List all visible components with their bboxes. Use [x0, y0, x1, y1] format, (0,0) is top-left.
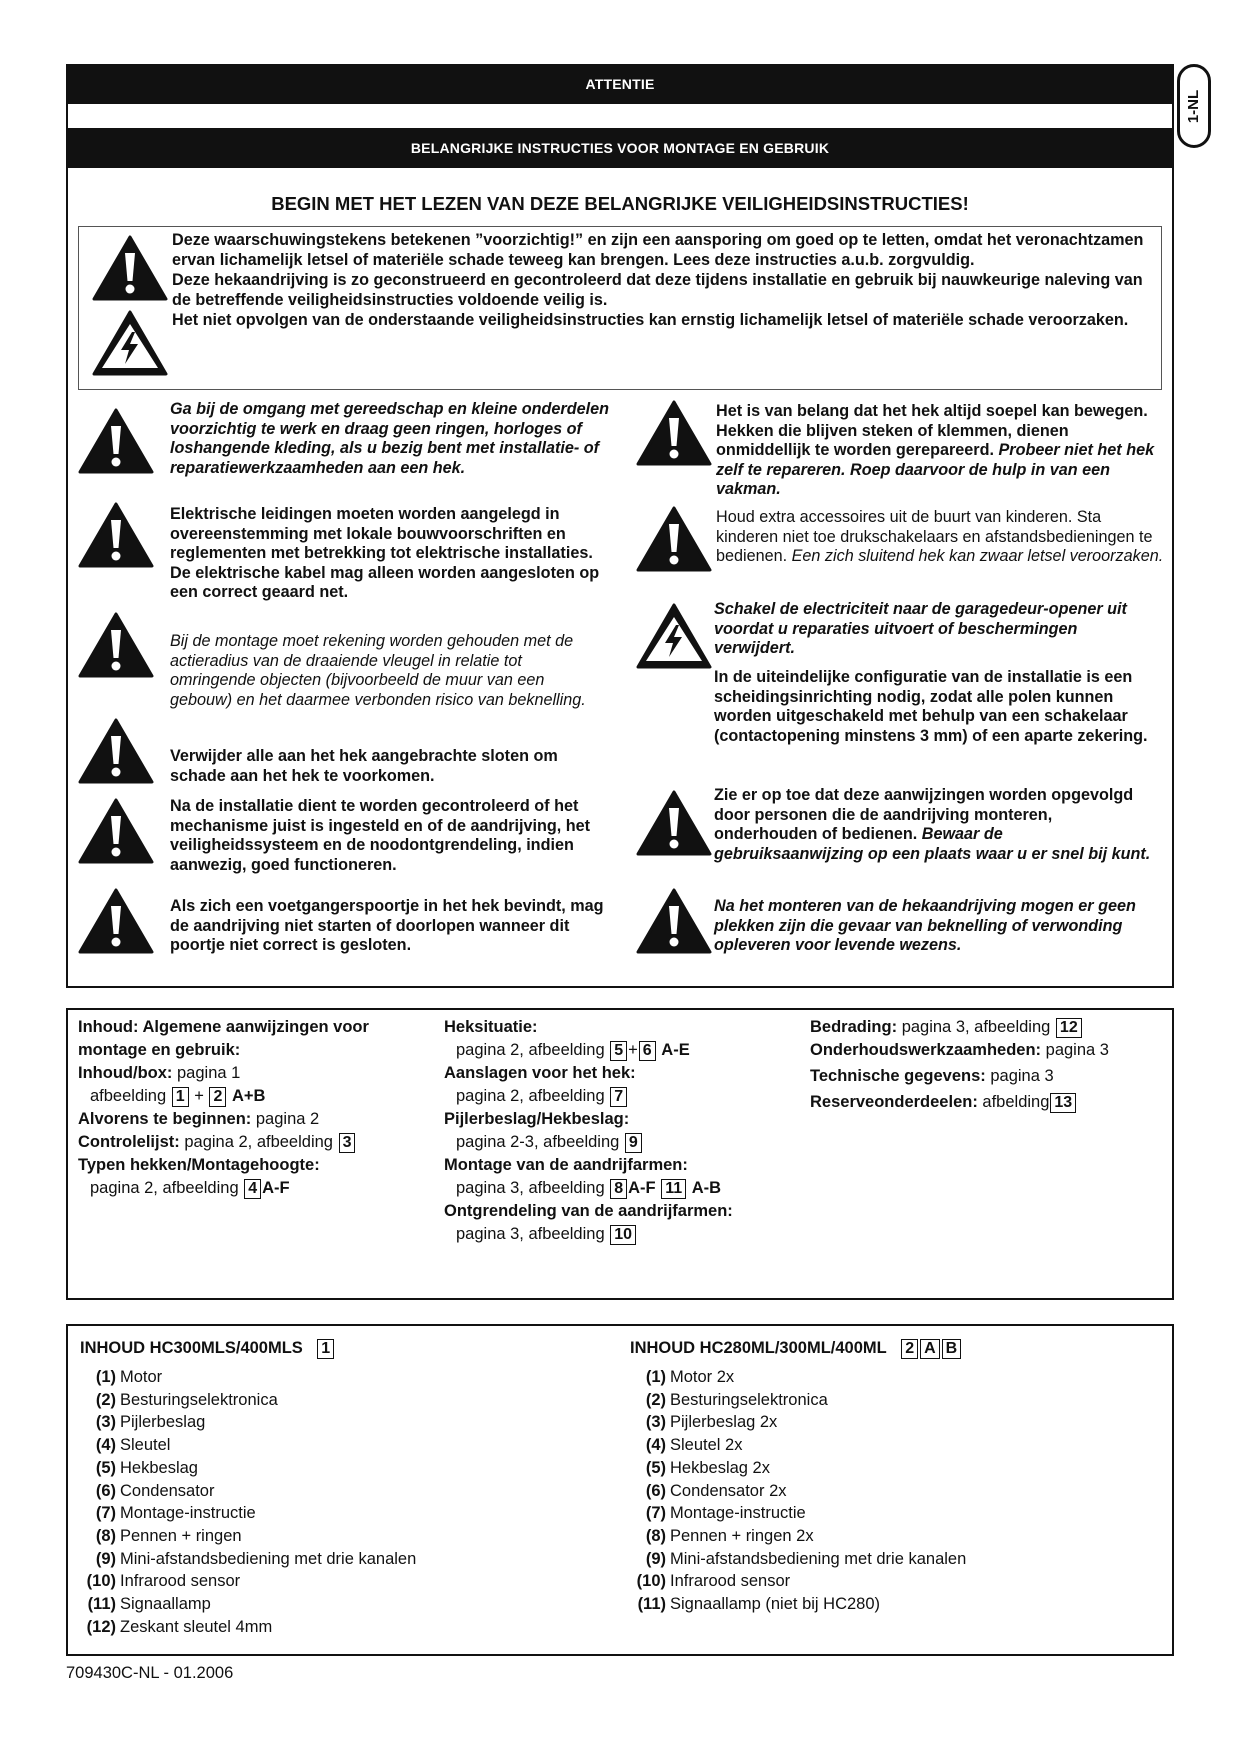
- item-label: Condensator 2x: [670, 1481, 787, 1500]
- toc-column-1: Inhoud: Algemene aanwijzingen voor montage en gebruik: Inhoud/box: pagina 1 afbeelding 1 + 2 A+B Alvorens te beginnen: pagina 2 Controlelijst: pagina 2, afbeelding 3 Typen hekken/Montagehoogte: pagina 2, afbeelding 4 A-F: [78, 1018, 369, 1197]
- figure-ref: 9: [625, 1133, 642, 1153]
- item-label: Pijlerbeslag: [120, 1413, 206, 1432]
- warning-exclamation-icon: [636, 888, 712, 954]
- intro-paragraph-3: Het niet opvolgen van de onderstaande veiligheidsinstructies kan ernstig lichamelijk letsel of materiële schade veroorzaken.: [172, 311, 1129, 329]
- item-label: Montage-instructie: [120, 1504, 256, 1523]
- list-item: [630, 1502, 1150, 1525]
- subtitle-title: BELANGRIJKE INSTRUCTIES VOOR MONTAGE EN GEBRUIK: [410, 140, 830, 156]
- right-warning-2: Houd extra accessoires uit de buurt van kinderen. Sta kinderen niet toe drukschakelaars en afstandsbedieningen te bedienen. Een zich sluitend hek kan zwaar letsel veroorzaken.: [716, 508, 1164, 565]
- item-label: Pennen + ringen 2x: [670, 1526, 814, 1545]
- item-number: (10): [636, 1572, 666, 1591]
- warning-exclamation-icon: [78, 408, 154, 474]
- list-item: [80, 1502, 580, 1525]
- list-item: [80, 1525, 580, 1548]
- contents-right-title: INHOUD HC280ML/300ML/400ML 2 A B: [630, 1339, 962, 1359]
- item-number: (4): [95, 1436, 116, 1455]
- right-warning-3: Schakel de electriciteit naar de garagedeur-opener uit voordat u reparaties uitvoert of beschermingen verwijdert.: [714, 600, 1127, 657]
- list-item: [80, 1570, 580, 1593]
- document-code: 709430C-NL - 01.2006: [66, 1664, 234, 1682]
- contents-left-title: INHOUD HC300MLS/400MLS 1: [80, 1339, 335, 1359]
- item-label: Motor: [120, 1368, 163, 1386]
- warning-exclamation-icon: [78, 612, 154, 678]
- list-item: [80, 1389, 580, 1412]
- list-item: [80, 1616, 580, 1639]
- item-number: (1): [95, 1368, 116, 1386]
- item-number: (3): [95, 1413, 116, 1432]
- item-label: Hekbeslag: [120, 1458, 198, 1477]
- page-headline: BEGIN MET HET LEZEN VAN DEZE BELANGRIJKE VEILIGHEIDSINSTRUCTIES!: [271, 193, 969, 214]
- right-warning-5: Zie er op toe dat deze aanwijzingen worden opgevolgd door personen die de aandrijving monteren, onderhouden of bedienen. Bewaar de gebruiksaanwijzing op een plaats waar u er snel bij kunt.: [714, 786, 1151, 863]
- figure-ref: 2: [209, 1087, 226, 1107]
- item-label: Infrarood sensor: [670, 1572, 791, 1591]
- list-item: [630, 1570, 1150, 1593]
- item-label: Mini-afstandsbediening met drie kanalen: [120, 1549, 417, 1568]
- item-number: (7): [95, 1504, 116, 1523]
- item-label: Infrarood sensor: [120, 1572, 241, 1591]
- warning-exclamation-icon: [78, 502, 154, 568]
- warning-electric-icon: [92, 310, 168, 376]
- subtitle-bar: [66, 128, 1174, 168]
- figure-ref: 10: [610, 1225, 636, 1245]
- list-item: [630, 1411, 1150, 1434]
- right-warning-1: Het is van belang dat het hek altijd soepel kan bewegen. Hekken die blijven steken of klemmen, dienen onmiddellijk te worden gerepareerd. Probeer niet het hek zelf te repareren. Roep daarvoor de hulp in van een vakman.: [716, 402, 1155, 498]
- figure-ref: 1: [317, 1339, 334, 1359]
- intro-paragraph-1: Deze waarschuwingstekens betekenen ”voorzichtig!” en zijn een aansporing om goed op te letten, omdat het veronachtzamen ervan lichamelijk letsel of materiële schade teweeg kan brengen. Lees deze instructies a.u.b. zorgvuldig.: [172, 231, 1144, 269]
- left-warning-2: Elektrische leidingen moeten worden aangelegd in overeenstemming met lokale bouwvoorschriften en reglementen met betrekking tot elektrische installaties. De elektrische kabel mag alleen worden aangesloten op een correct geaard net.: [170, 505, 600, 601]
- left-warning-5: Na de installatie dient te worden gecontroleerd of het mechanisme juist is ingesteld en of de aandrijving, het veiligheidssysteem en de noodontgrendeling, indien aanwezig, goed functioneren.: [170, 797, 591, 874]
- item-number: (4): [645, 1436, 666, 1455]
- item-number: (8): [645, 1526, 666, 1545]
- item-label: Besturingselektronica: [120, 1390, 278, 1409]
- toc-column-3: Bedrading: pagina 3, afbeelding 12 Onderhoudswerkzaamheden: pagina 3 Technische gegevens: pagina 3 Reserveonderdeelen: afbelding 13: [810, 1018, 1109, 1111]
- item-number: (1): [645, 1368, 666, 1386]
- item-label: Sleutel: [120, 1436, 171, 1455]
- figure-ref: 1: [172, 1087, 189, 1107]
- toc-column-2: Heksituatie: pagina 2, afbeelding 5 + 6 A-E Aanslagen voor het hek: pagina 2, afbeelding 7 Pijlerbeslag/Hekbeslag: pagina 2-3, afbeelding 9 Montage van de aandrijfarmen: pagina 3, afbeelding 8 A-F 11 A-B Ontgrendeling van de aandrijfarmen: pagina 3, afbeelding 10: [444, 1018, 733, 1243]
- left-warning-6: Als zich een voetgangerspoortje in het hek bevindt, mag de aandrijving niet starten of doorlopen wanneer dit poortje niet correct is gesloten.: [170, 897, 604, 954]
- warning-exclamation-icon: [636, 790, 712, 856]
- intro-paragraph-2: Deze hekaandrijving is zo geconstrueerd en gecontroleerd dat deze tijdens installatie en gebruik bij nauwkeurige naleving van de betreffende veiligheidsinstructies voldoende veilig is.: [172, 271, 1143, 309]
- item-label: Sleutel 2x: [670, 1436, 743, 1455]
- attentie-title: ATTENTIE: [585, 76, 655, 92]
- warning-electric-icon: [636, 603, 712, 669]
- list-item: [630, 1389, 1150, 1412]
- list-item: [630, 1457, 1150, 1480]
- list-item: [630, 1434, 1150, 1457]
- figure-ref: 7: [610, 1087, 627, 1107]
- list-item: [80, 1457, 580, 1480]
- list-item: [630, 1593, 1150, 1616]
- item-label: Signaallamp (niet bij HC280): [670, 1595, 881, 1614]
- warning-exclamation-icon: [92, 235, 168, 301]
- figure-ref: 6: [639, 1041, 656, 1061]
- figure-ref: 5: [610, 1041, 627, 1061]
- figure-ref: 3: [339, 1133, 356, 1153]
- figure-ref: 11: [661, 1179, 686, 1199]
- item-number: (7): [645, 1504, 666, 1523]
- left-warning-4: Verwijder alle aan het hek aangebrachte sloten om schade aan het hek te voorkomen.: [170, 747, 558, 785]
- item-number: (2): [95, 1390, 116, 1409]
- item-label: Pijlerbeslag 2x: [670, 1413, 778, 1432]
- item-label: Condensator: [120, 1481, 215, 1500]
- item-number: (6): [95, 1481, 116, 1500]
- list-item: [80, 1434, 580, 1457]
- list-item: [630, 1480, 1150, 1503]
- figure-ref: 4: [244, 1179, 261, 1199]
- list-item: [630, 1525, 1150, 1548]
- list-item: [80, 1593, 580, 1616]
- figure-ref: 8: [610, 1179, 627, 1199]
- left-warning-1: Ga bij de omgang met gereedschap en kleine onderdelen voorzichtig te werk en draag geen ringen, horloges of loshangende kleding, als u bezig bent met installatie- of reparatiewerkzaamheden aan een hek.: [170, 400, 609, 477]
- item-number: (6): [645, 1481, 666, 1500]
- warning-exclamation-icon: [636, 400, 712, 466]
- figure-ref: 13: [1050, 1093, 1076, 1113]
- item-number: (8): [95, 1526, 116, 1545]
- item-label: Pennen + ringen: [120, 1526, 242, 1545]
- item-number: (9): [95, 1549, 116, 1568]
- list-item: [630, 1366, 1150, 1389]
- contents-right-list: [630, 1366, 1150, 1616]
- contents-left-list: [80, 1366, 580, 1638]
- figure-ref: 2: [901, 1339, 918, 1359]
- item-label: Zeskant sleutel 4mm: [120, 1617, 273, 1636]
- warning-exclamation-icon: [78, 798, 154, 864]
- list-item: [80, 1480, 580, 1503]
- item-number: (5): [645, 1458, 666, 1477]
- item-number: (11): [87, 1595, 116, 1614]
- item-number: (2): [645, 1390, 666, 1409]
- intro-text: [172, 231, 1157, 331]
- attentie-bar: [66, 64, 1174, 104]
- right-warning-6: Na het monteren van de hekaandrijving mogen er geen plekken zijn die gevaar van beknelling of verwonding opleveren voor levende wezens.: [714, 897, 1136, 954]
- item-label: Mini-afstandsbediening met drie kanalen: [670, 1549, 967, 1568]
- item-number: (9): [645, 1549, 666, 1568]
- figure-ref: A: [920, 1339, 940, 1359]
- item-label: Motor 2x: [670, 1368, 735, 1386]
- list-item: [80, 1548, 580, 1571]
- right-warning-4: In de uiteindelijke configuratie van de installatie is een scheidingsinrichting nodig, zodat alle polen kunnen worden uitgeschakeld met behulp van een schakelaar (contactopening minstens 3 mm) of een aparte zekering.: [714, 668, 1148, 745]
- item-label: Besturingselektronica: [670, 1390, 828, 1409]
- page-tab: 1-NL: [1177, 64, 1211, 148]
- warning-exclamation-icon: [636, 506, 712, 572]
- item-number: (3): [645, 1413, 666, 1432]
- figure-ref: 12: [1056, 1018, 1082, 1038]
- item-number: (5): [95, 1458, 116, 1477]
- item-number: (12): [86, 1617, 116, 1636]
- warning-exclamation-icon: [78, 718, 154, 784]
- list-item: [80, 1366, 580, 1389]
- warning-exclamation-icon: [78, 888, 154, 954]
- left-warning-3: Bij de montage moet rekening worden gehouden met de actieradius van de draaiende vleugel in relatie tot omringende objecten (bijvoorbeeld de muur van een gebouw) en het daarmee verbonden risico van beknelling.: [170, 632, 586, 709]
- item-label: Montage-instructie: [670, 1504, 806, 1523]
- item-label: Signaallamp: [120, 1595, 211, 1614]
- list-item: [630, 1548, 1150, 1571]
- list-item: [80, 1411, 580, 1434]
- header-gap: [66, 104, 1174, 128]
- figure-ref: B: [942, 1339, 962, 1359]
- item-label: Hekbeslag 2x: [670, 1458, 770, 1477]
- item-number: (10): [86, 1572, 116, 1591]
- item-number: (11): [637, 1595, 666, 1614]
